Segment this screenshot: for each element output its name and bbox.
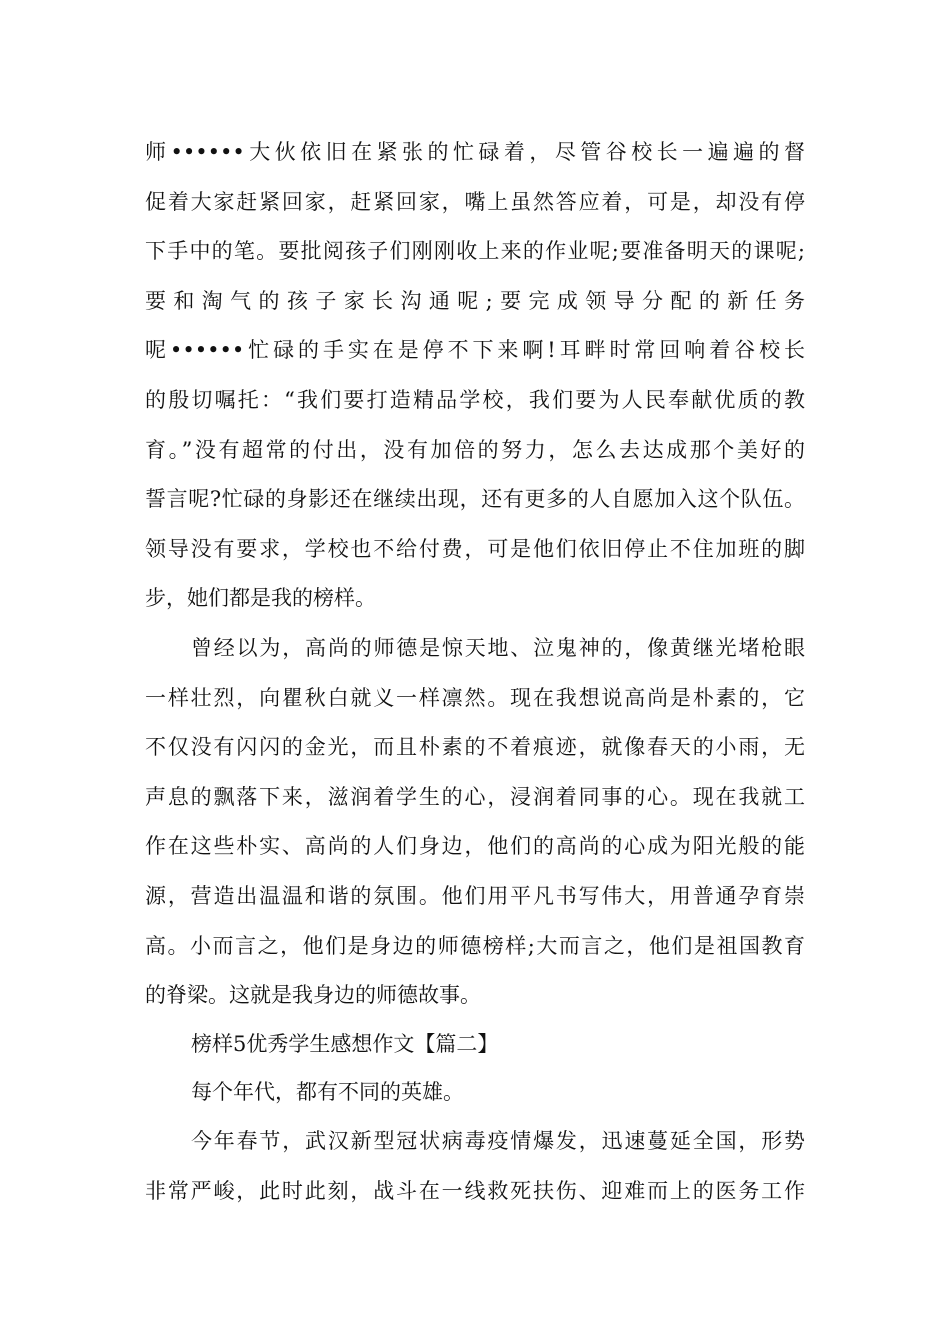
text-line: 誓言呢?忙碌的身影还在继续出现，还有更多的人自愿加入这个队伍。 — [145, 487, 805, 512]
text-line: 今年春节，武汉新型冠状病毒疫情爆发，迅速蔓延全国，形势 — [191, 1129, 805, 1154]
paragraph-heroes — [145, 1068, 805, 1118]
text-line: 领导没有要求，学校也不给付费，可是他们依旧停止不住加班的脚 — [145, 536, 805, 561]
text-line: 步，她们都是我的榜样。 — [145, 586, 376, 611]
text-line: 声息的飘落下来，滋润着学生的心，浸润着同事的心。现在我就工 — [145, 784, 805, 809]
text-line: 的脊梁。这就是我身边的师德故事。 — [145, 983, 481, 1008]
paragraph-moral-story — [145, 624, 805, 1021]
text-line: 每个年代，都有不同的英雄。 — [191, 1079, 464, 1104]
section-heading — [145, 1021, 805, 1068]
paragraph-epidemic — [145, 1117, 805, 1216]
text-line: 源，营造出温温和谐的氛围。他们用平凡书写伟大，用普通孕育崇 — [145, 883, 805, 908]
text-line: 作在这些朴实、高尚的人们身边，他们的高尚的心成为阳光般的能 — [145, 834, 805, 859]
text-line: 一样壮烈，向瞿秋白就义一样凛然。现在我想说高尚是朴素的，它 — [145, 685, 805, 710]
text-line: 的殷切嘱托：“我们要打造精品学校，我们要为人民奉献优质的教 — [145, 387, 805, 412]
text-line: 要和淘气的孩子家长沟通呢;要完成领导分配的新任务 — [145, 288, 805, 313]
document-body — [145, 128, 805, 1216]
text-line: 不仅没有闪闪的金光，而且朴素的不着痕迹，就像春天的小雨，无 — [145, 735, 805, 760]
text-line: 下手中的笔。要批阅孩子们刚刚收上来的作业呢;要准备明天的课呢; — [145, 239, 805, 264]
text-line: 曾经以为，高尚的师德是惊天地、泣鬼神的，像黄继光堵枪眼 — [191, 635, 805, 660]
text-line: 高。小而言之，他们是身边的师德榜样;大而言之，他们是祖国教育 — [145, 933, 805, 958]
paragraph-continuation — [145, 128, 805, 624]
text-line: 育。”没有超常的付出，没有加倍的努力，怎么去达成那个美好的 — [145, 437, 805, 462]
text-line: 呢••••••忙碌的手实在是停不下来啊!耳畔时常回响着谷校长 — [145, 338, 805, 363]
heading-text: 榜样5优秀学生感想作文【篇二】 — [191, 1031, 499, 1056]
text-line: 师••••••大伙依旧在紧张的忙碌着，尽管谷校长一遍遍的督 — [145, 140, 805, 164]
text-line: 促着大家赶紧回家，赶紧回家，嘴上虽然答应着，可是，却没有停 — [145, 189, 805, 214]
text-line: 非常严峻，此时此刻，战斗在一线救死扶伤、迎难而上的医务工作 — [145, 1178, 805, 1203]
